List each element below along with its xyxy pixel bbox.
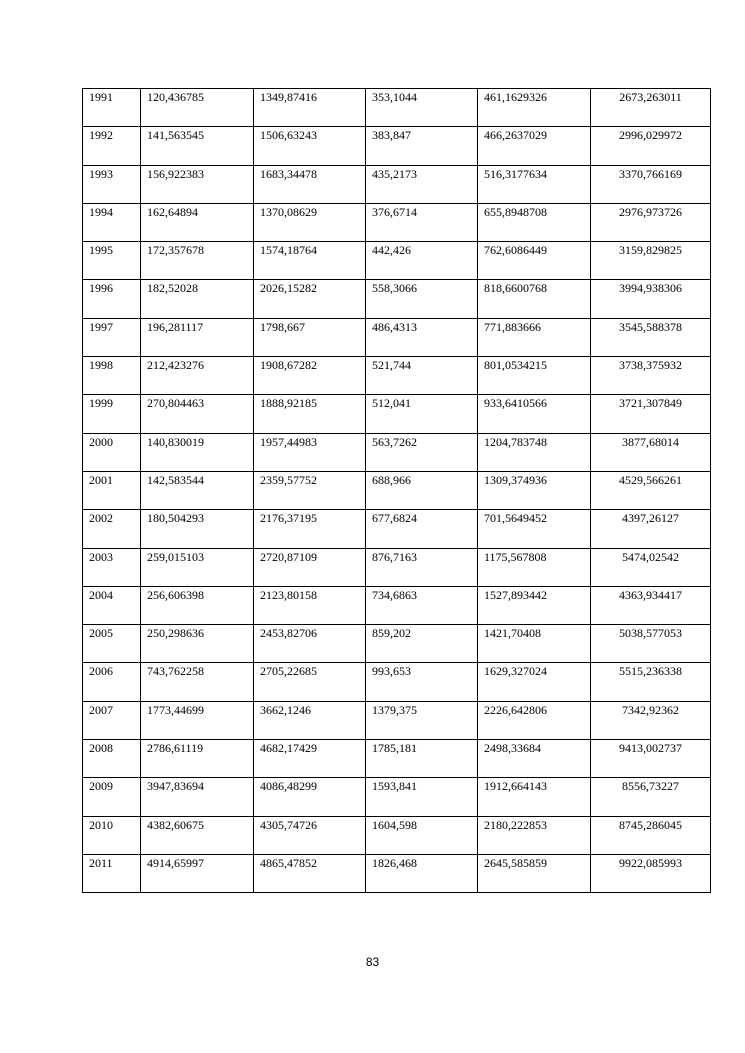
year-cell: 2003 (83, 548, 141, 586)
table-row (83, 625, 711, 663)
value-cell: 9922,085993 (591, 854, 711, 892)
value-cell: 743,762258 (141, 663, 254, 701)
value-cell: 196,281117 (141, 318, 254, 356)
value-cell: 256,606398 (141, 586, 254, 624)
table-row (83, 816, 711, 854)
value-cell: 182,52028 (141, 280, 254, 318)
value-cell: 141,563545 (141, 127, 254, 165)
value-cell: 270,804463 (141, 395, 254, 433)
value-cell: 8745,286045 (591, 816, 711, 854)
value-cell: 2705,22685 (254, 663, 366, 701)
value-cell: 1379,375 (366, 701, 478, 739)
table-row (83, 548, 711, 586)
value-cell: 2498,33684 (478, 740, 591, 778)
year-cell: 2010 (83, 816, 141, 854)
year-cell: 2000 (83, 433, 141, 471)
value-cell: 1629,327024 (478, 663, 591, 701)
value-cell: 2976,973726 (591, 203, 711, 241)
value-cell: 1309,374936 (478, 471, 591, 509)
value-cell: 2453,82706 (254, 625, 366, 663)
value-cell: 5474,02542 (591, 548, 711, 586)
table-row (83, 280, 711, 318)
table-row (83, 740, 711, 778)
value-cell: 3947,83694 (141, 778, 254, 816)
value-cell: 1175,567808 (478, 548, 591, 586)
value-cell: 563,7262 (366, 433, 478, 471)
value-cell: 1506,63243 (254, 127, 366, 165)
table-row (83, 203, 711, 241)
table-row (83, 395, 711, 433)
value-cell: 4397,26127 (591, 510, 711, 548)
value-cell: 120,436785 (141, 89, 254, 127)
value-cell: 180,504293 (141, 510, 254, 548)
table-row (83, 471, 711, 509)
year-cell: 1994 (83, 203, 141, 241)
value-cell: 2996,029972 (591, 127, 711, 165)
value-cell: 1574,18764 (254, 242, 366, 280)
value-cell: 3545,588378 (591, 318, 711, 356)
value-cell: 1527,893442 (478, 586, 591, 624)
value-cell: 3738,375932 (591, 357, 711, 395)
value-cell: 1204,783748 (478, 433, 591, 471)
value-cell: 701,5649452 (478, 510, 591, 548)
value-cell: 172,357678 (141, 242, 254, 280)
year-cell: 2008 (83, 740, 141, 778)
table-body (83, 89, 711, 893)
value-cell: 486,4313 (366, 318, 478, 356)
value-cell: 1604,598 (366, 816, 478, 854)
value-cell: 2176,37195 (254, 510, 366, 548)
value-cell: 2123,80158 (254, 586, 366, 624)
value-cell: 1785,181 (366, 740, 478, 778)
value-cell: 376,6714 (366, 203, 478, 241)
value-cell: 1773,44699 (141, 701, 254, 739)
value-cell: 250,298636 (141, 625, 254, 663)
table-row (83, 242, 711, 280)
value-cell: 558,3066 (366, 280, 478, 318)
table-row (83, 854, 711, 892)
value-cell: 3721,307849 (591, 395, 711, 433)
value-cell: 1908,67282 (254, 357, 366, 395)
value-cell: 4529,566261 (591, 471, 711, 509)
table-row (83, 318, 711, 356)
table-row (83, 586, 711, 624)
table-row (83, 89, 711, 127)
year-cell: 2005 (83, 625, 141, 663)
year-cell: 1998 (83, 357, 141, 395)
value-cell: 2645,585859 (478, 854, 591, 892)
value-cell: 5515,236338 (591, 663, 711, 701)
value-cell: 5038,577053 (591, 625, 711, 663)
value-cell: 1912,664143 (478, 778, 591, 816)
year-cell: 2006 (83, 663, 141, 701)
value-cell: 3370,766169 (591, 165, 711, 203)
value-cell: 435,2173 (366, 165, 478, 203)
value-cell: 259,015103 (141, 548, 254, 586)
year-cell: 1999 (83, 395, 141, 433)
value-cell: 1421,70408 (478, 625, 591, 663)
year-cell: 2004 (83, 586, 141, 624)
table-row (83, 357, 711, 395)
value-cell: 142,583544 (141, 471, 254, 509)
value-cell: 655,8948708 (478, 203, 591, 241)
value-cell: 933,6410566 (478, 395, 591, 433)
value-cell: 2359,57752 (254, 471, 366, 509)
value-cell: 521,744 (366, 357, 478, 395)
value-cell: 3994,938306 (591, 280, 711, 318)
year-cell: 2011 (83, 854, 141, 892)
value-cell: 2026,15282 (254, 280, 366, 318)
value-cell: 859,202 (366, 625, 478, 663)
value-cell: 1888,92185 (254, 395, 366, 433)
value-cell: 1826,468 (366, 854, 478, 892)
year-cell: 2001 (83, 471, 141, 509)
value-cell: 2786,61119 (141, 740, 254, 778)
value-cell: 1798,667 (254, 318, 366, 356)
year-cell: 1993 (83, 165, 141, 203)
value-cell: 993,653 (366, 663, 478, 701)
value-cell: 1370,08629 (254, 203, 366, 241)
year-cell: 2007 (83, 701, 141, 739)
value-cell: 688,966 (366, 471, 478, 509)
value-cell: 466,2637029 (478, 127, 591, 165)
value-cell: 1957,44983 (254, 433, 366, 471)
value-cell: 4382,60675 (141, 816, 254, 854)
table-row (83, 663, 711, 701)
table-row (83, 701, 711, 739)
value-cell: 4305,74726 (254, 816, 366, 854)
year-cell: 1991 (83, 89, 141, 127)
value-cell: 461,1629326 (478, 89, 591, 127)
value-cell: 353,1044 (366, 89, 478, 127)
value-cell: 3159,829825 (591, 242, 711, 280)
page-number: 83 (365, 955, 380, 969)
value-cell: 516,3177634 (478, 165, 591, 203)
value-cell: 156,922383 (141, 165, 254, 203)
value-cell: 4682,17429 (254, 740, 366, 778)
value-cell: 2180,222853 (478, 816, 591, 854)
year-cell: 1996 (83, 280, 141, 318)
table-row (83, 127, 711, 165)
value-cell: 1593,841 (366, 778, 478, 816)
value-cell: 3877,68014 (591, 433, 711, 471)
value-cell: 4363,934417 (591, 586, 711, 624)
value-cell: 1683,34478 (254, 165, 366, 203)
value-cell: 2720,87109 (254, 548, 366, 586)
value-cell: 212,423276 (141, 357, 254, 395)
data-table (82, 88, 711, 893)
value-cell: 8556,73227 (591, 778, 711, 816)
value-cell: 2226,642806 (478, 701, 591, 739)
table-row (83, 778, 711, 816)
table-row (83, 165, 711, 203)
value-cell: 140,830019 (141, 433, 254, 471)
year-cell: 2009 (83, 778, 141, 816)
value-cell: 4914,65997 (141, 854, 254, 892)
year-cell: 1992 (83, 127, 141, 165)
value-cell: 4086,48299 (254, 778, 366, 816)
value-cell: 383,847 (366, 127, 478, 165)
value-cell: 876,7163 (366, 548, 478, 586)
value-cell: 771,883666 (478, 318, 591, 356)
value-cell: 818,6600768 (478, 280, 591, 318)
year-cell: 1995 (83, 242, 141, 280)
value-cell: 677,6824 (366, 510, 478, 548)
value-cell: 1349,87416 (254, 89, 366, 127)
year-cell: 1997 (83, 318, 141, 356)
value-cell: 734,6863 (366, 586, 478, 624)
value-cell: 9413,002737 (591, 740, 711, 778)
value-cell: 4865,47852 (254, 854, 366, 892)
value-cell: 762,6086449 (478, 242, 591, 280)
value-cell: 2673,263011 (591, 89, 711, 127)
year-cell: 2002 (83, 510, 141, 548)
value-cell: 162,64894 (141, 203, 254, 241)
value-cell: 442,426 (366, 242, 478, 280)
value-cell: 7342,92362 (591, 701, 711, 739)
value-cell: 801,0534215 (478, 357, 591, 395)
table-row (83, 510, 711, 548)
table-row (83, 433, 711, 471)
value-cell: 512,041 (366, 395, 478, 433)
value-cell: 3662,1246 (254, 701, 366, 739)
